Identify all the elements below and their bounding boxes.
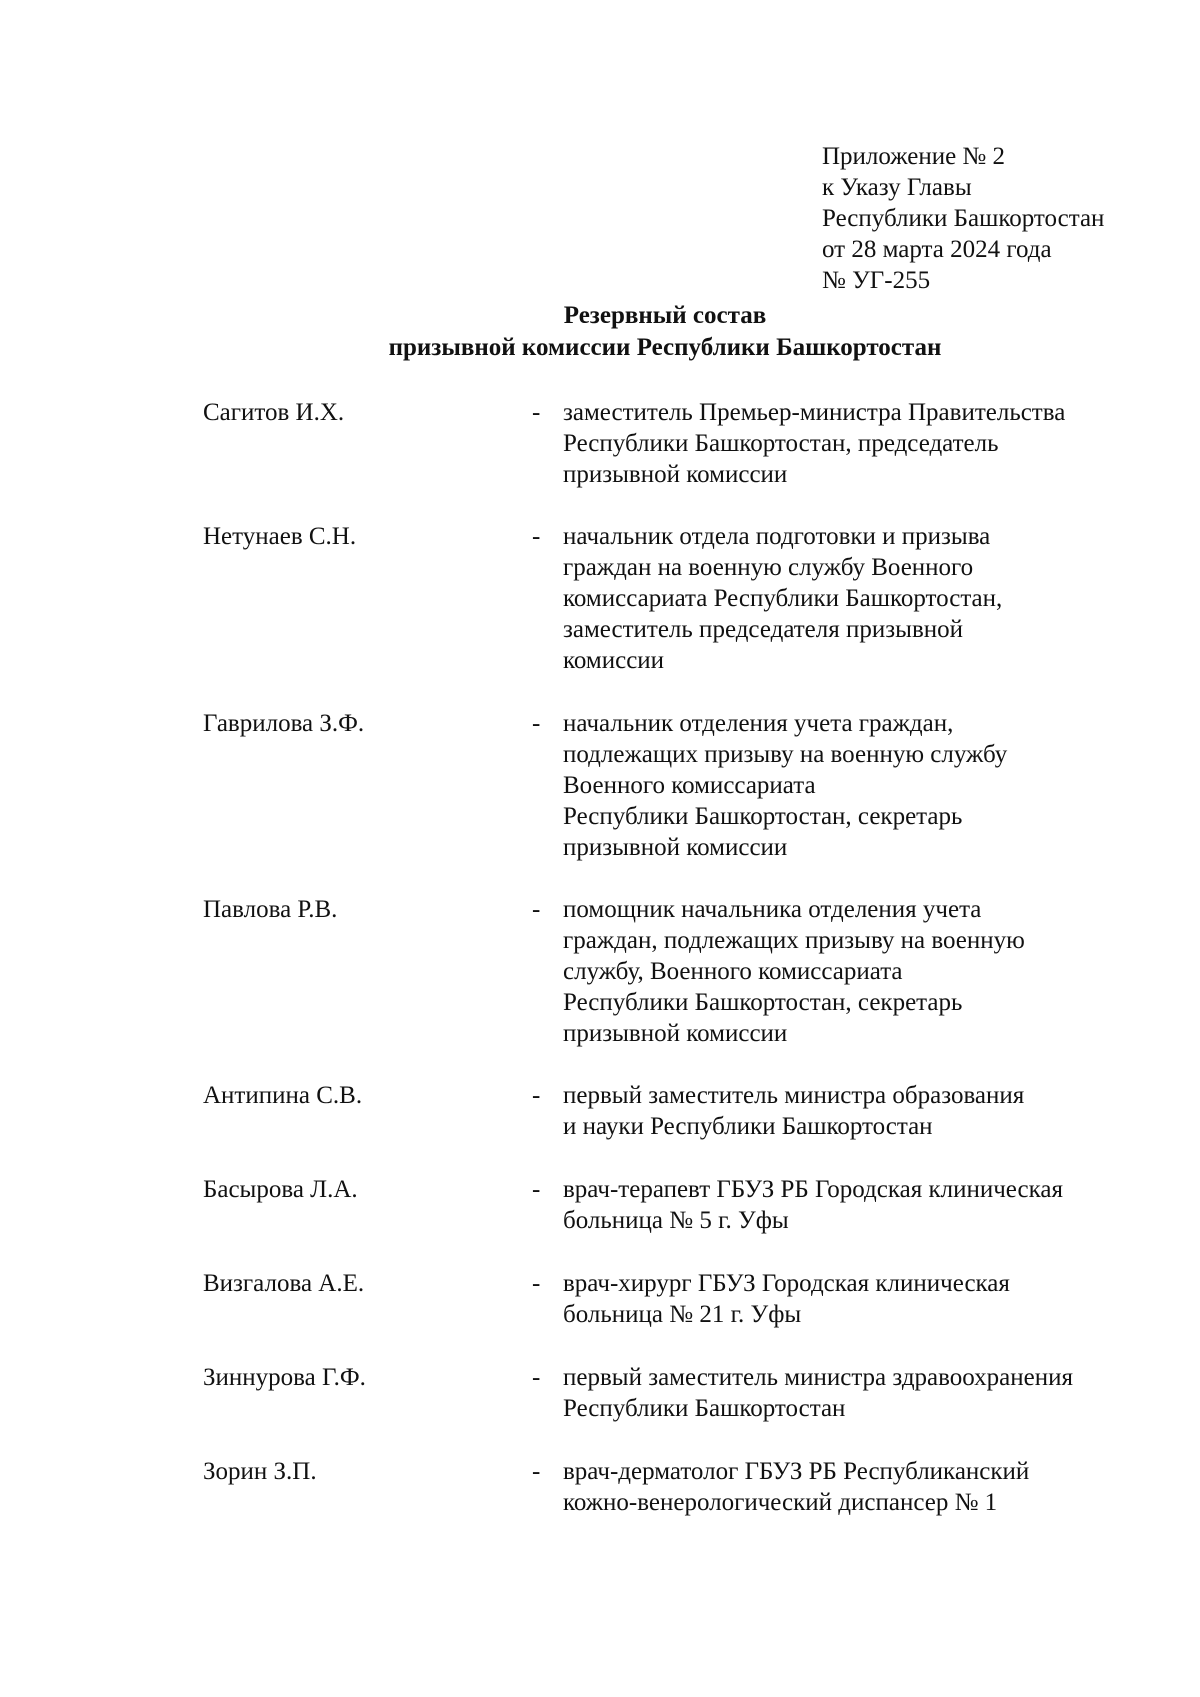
member-role-line: Республики Башкортостан, секретарь <box>563 803 963 830</box>
member-role <box>563 1456 1123 1518</box>
member-role-line: подлежащих призыву на военную службу <box>563 741 1008 768</box>
member-dash: - <box>532 523 541 550</box>
member-role-line: заместитель председателя призывной <box>563 616 963 643</box>
member-dash: - <box>532 1458 541 1485</box>
member-role-line: граждан на военную службу Военного <box>563 554 974 581</box>
member-role-line: Республики Башкортостан <box>563 1395 846 1422</box>
member-name: Гаврилова З.Ф. <box>203 710 365 737</box>
member-name: Зиннурова Г.Ф. <box>203 1364 366 1391</box>
document-title <box>0 300 1200 364</box>
member-role-line: помощник начальника отделения учета <box>563 896 982 923</box>
member-role-line: кожно-венерологический диспансер № 1 <box>563 1489 998 1516</box>
member-dash: - <box>532 1270 541 1297</box>
attachment-line: от 28 марта 2024 года <box>822 236 1052 263</box>
member-role <box>563 397 1123 490</box>
document-title-line: призывной комиссии Республики Башкортостан <box>388 334 942 361</box>
member-name: Зорин З.П. <box>203 1458 317 1485</box>
member-name: Басырова Л.А. <box>203 1176 358 1203</box>
member-role <box>563 1080 1123 1142</box>
member-dash: - <box>532 1082 541 1109</box>
attachment-line: к Указу Главы <box>822 174 972 201</box>
member-role-line: и науки Республики Башкортостан <box>563 1113 933 1140</box>
member-role-line: призывной комиссии <box>563 1020 788 1047</box>
member-role-line: первый заместитель министра образования <box>563 1082 1025 1109</box>
member-role-line: Республики Башкортостан, секретарь <box>563 989 963 1016</box>
member-name: Антипина С.В. <box>203 1082 363 1109</box>
attachment-line: Республики Башкортостан <box>822 205 1105 232</box>
member-name: Павлова Р.В. <box>203 896 338 923</box>
member-role-line: врач-терапевт ГБУЗ РБ Городская клиническая <box>563 1176 1063 1203</box>
member-role-line: заместитель Премьер-министра Правительства <box>563 399 1066 426</box>
member-dash: - <box>532 399 541 426</box>
member-role-line: начальник отделения учета граждан, <box>563 710 954 737</box>
member-dash: - <box>532 710 541 737</box>
member-role-line: призывной комиссии <box>563 461 788 488</box>
member-role-line: Республики Башкортостан, председатель <box>563 430 999 457</box>
member-role-line: больница № 21 г. Уфы <box>563 1301 802 1328</box>
member-name: Нетунаев С.Н. <box>203 523 357 550</box>
member-role-line: комиссии <box>563 647 665 674</box>
member-role <box>563 1268 1123 1330</box>
member-role-line: комиссариата Республики Башкортостан, <box>563 585 1003 612</box>
member-role-line: больница № 5 г. Уфы <box>563 1207 789 1234</box>
document-title-line: Резервный состав <box>563 302 767 329</box>
member-dash: - <box>532 896 541 923</box>
member-role-line: граждан, подлежащих призыву на военную <box>563 927 1025 954</box>
member-role <box>563 1362 1123 1424</box>
member-role-line: призывной комиссии <box>563 834 788 861</box>
member-role <box>563 708 1123 863</box>
member-dash: - <box>532 1364 541 1391</box>
member-role <box>563 521 1123 676</box>
member-name: Сагитов И.Х. <box>203 399 345 426</box>
member-role <box>563 1174 1123 1236</box>
member-role-line: первый заместитель министра здравоохранения <box>563 1364 1073 1391</box>
attachment-line: № УГ-255 <box>822 267 931 294</box>
attachment-line: Приложение № 2 <box>822 143 1006 170</box>
member-role-line: Военного комиссариата <box>563 772 816 799</box>
member-role <box>563 894 1123 1049</box>
attachment-note <box>822 141 1104 296</box>
member-role-line: врач-дерматолог ГБУЗ РБ Республиканский <box>563 1458 1030 1485</box>
member-name: Визгалова А.Е. <box>203 1270 365 1297</box>
member-role-line: врач-хирург ГБУЗ Городская клиническая <box>563 1270 1010 1297</box>
member-dash: - <box>532 1176 541 1203</box>
member-role-line: службу, Военного комиссариата <box>563 958 903 985</box>
member-role-line: начальник отдела подготовки и призыва <box>563 523 991 550</box>
